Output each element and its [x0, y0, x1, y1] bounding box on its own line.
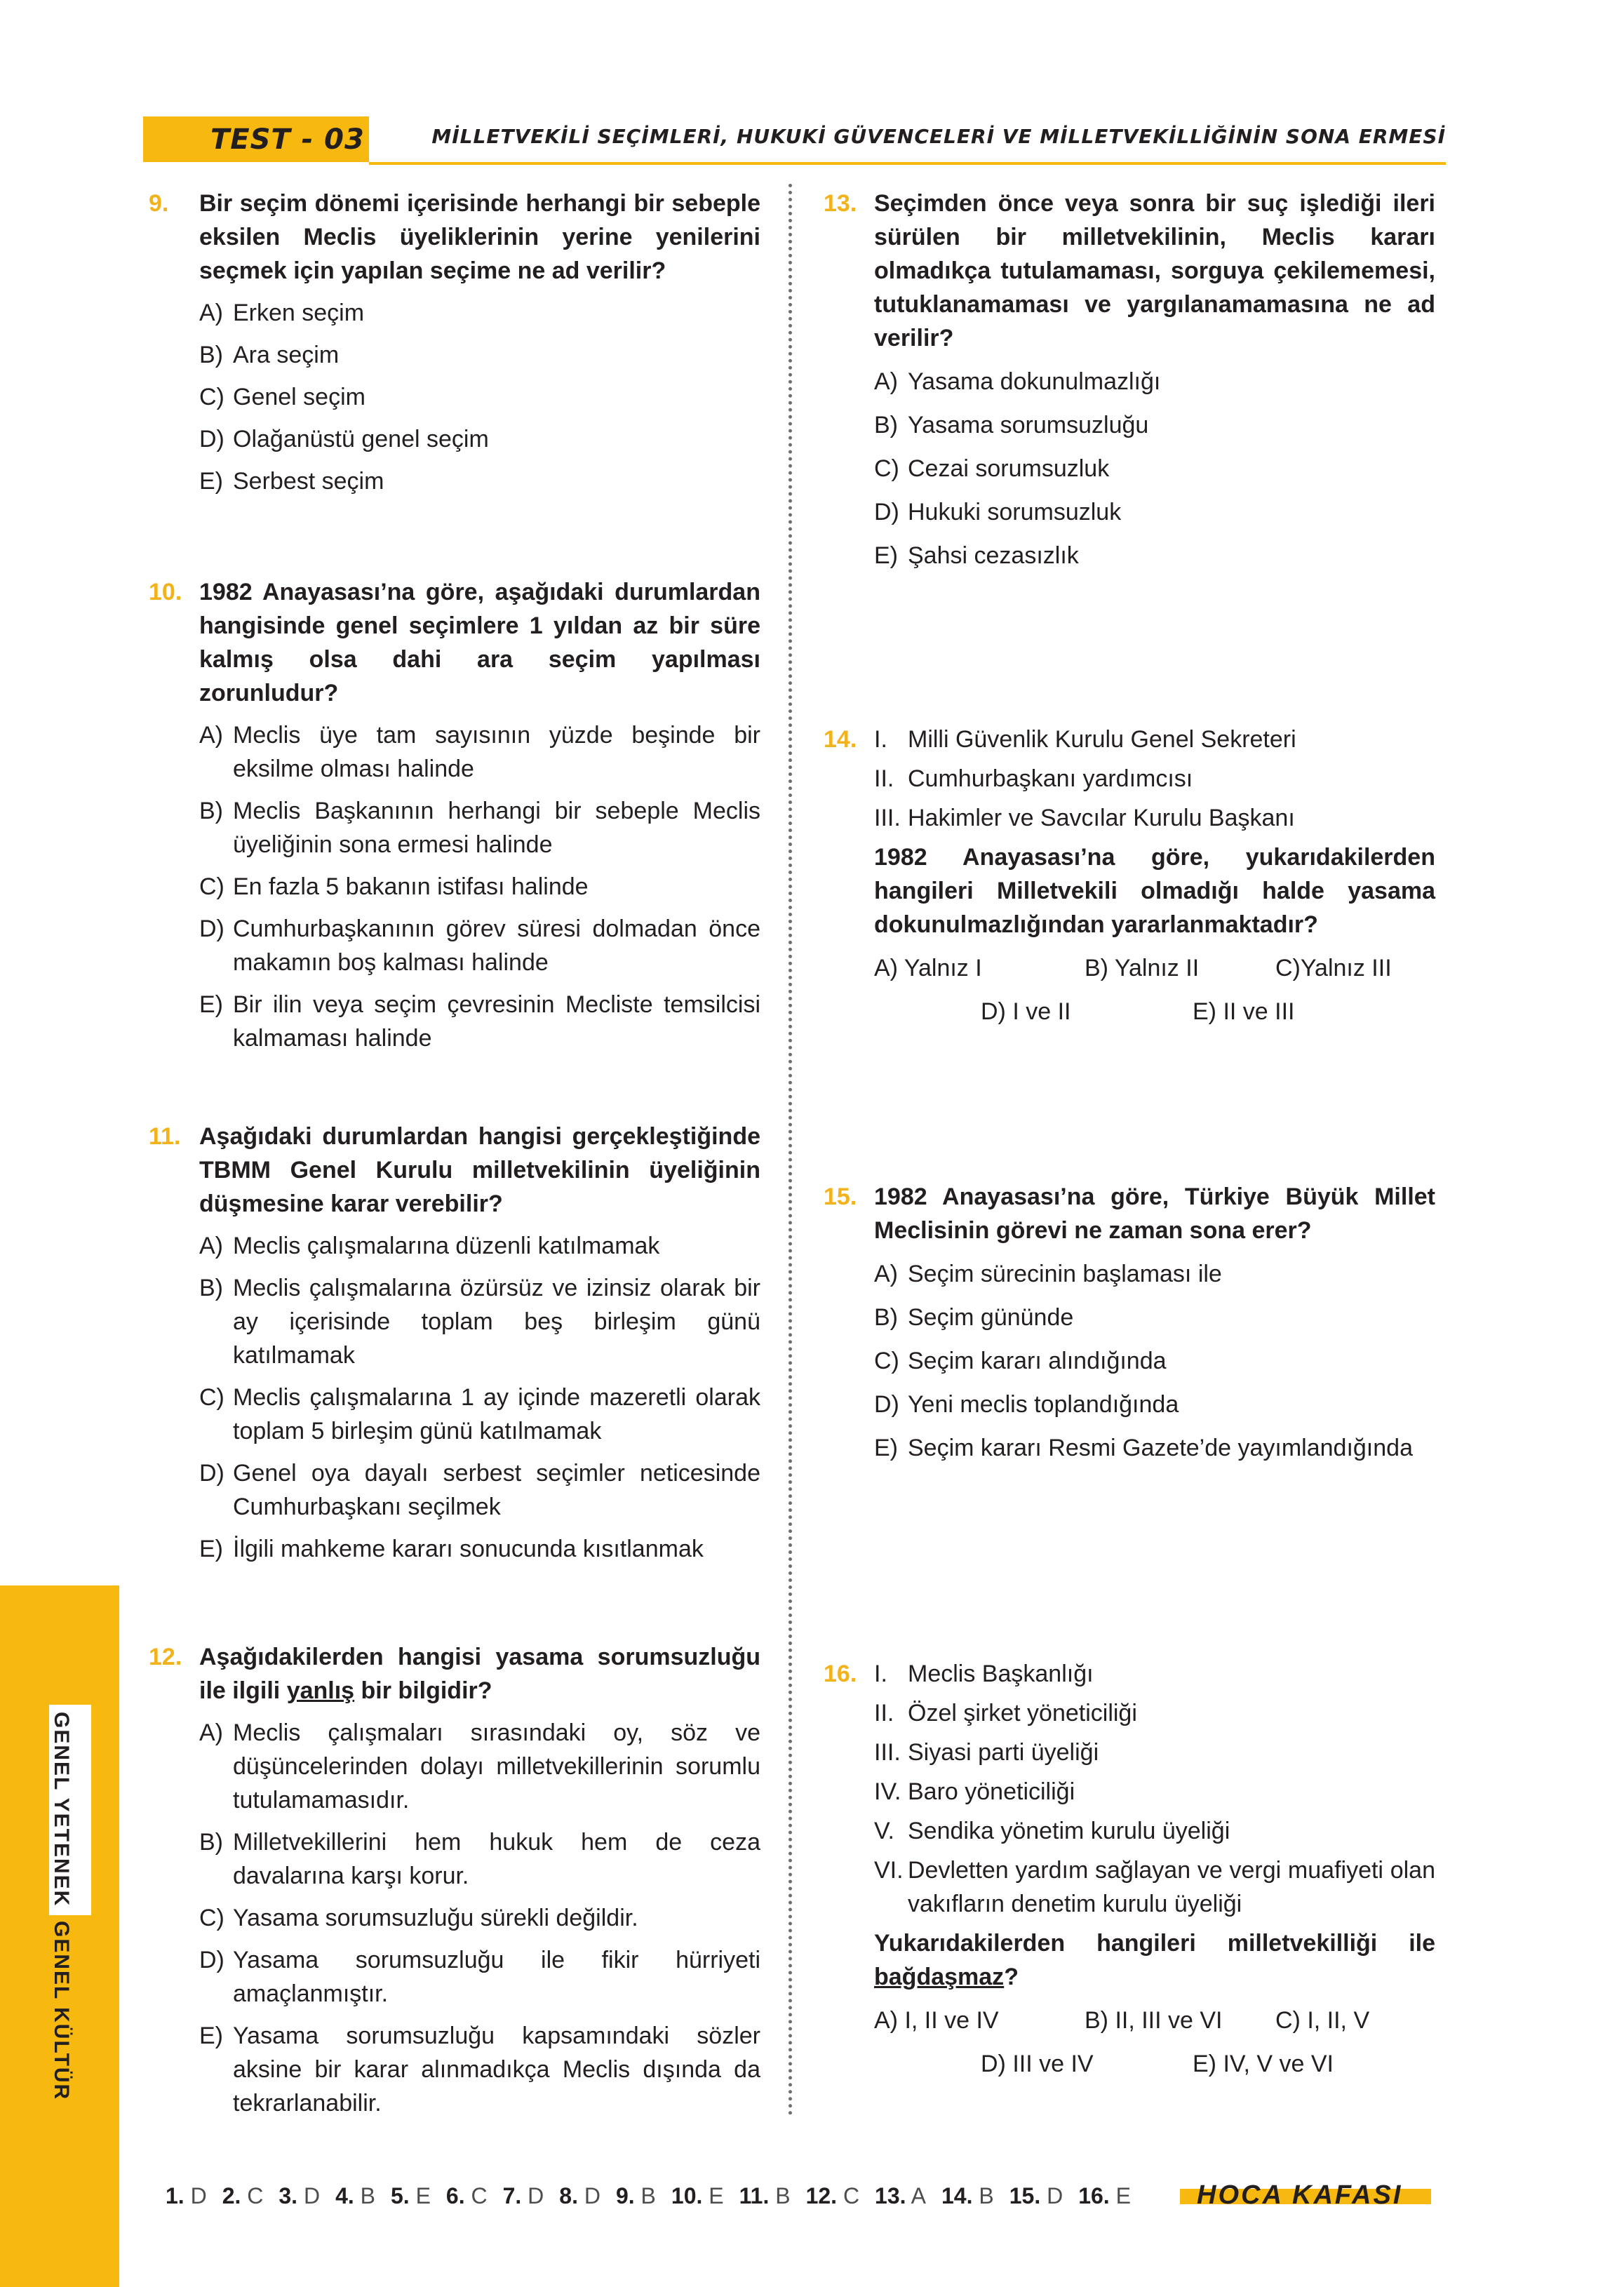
option-b[interactable]: B) Yasama sorumsuzluğu — [874, 412, 1149, 438]
roman-item: II. Özel şirket yöneticiliği — [874, 1700, 1137, 1726]
option-a[interactable]: A) Meclis çalışmalarına düzenli katılmamak — [199, 1233, 660, 1259]
question-14 — [824, 723, 1435, 1028]
roman-item: IV. Baro yöneticiliği — [874, 1778, 1075, 1805]
option-c[interactable]: C)Yalnız III — [1275, 955, 1392, 981]
option-a[interactable]: A) Seçim sürecinin başlaması ile — [874, 1261, 1222, 1287]
option-b[interactable]: B) Ara seçim — [199, 342, 340, 368]
question-stem: 1982 Anayasası’na göre, Türkiye Büyük Millet Meclisinin görevi ne zaman sona erer? — [874, 1183, 1435, 1244]
question-number: 16. — [824, 1661, 857, 1687]
question-number: 11. — [149, 1123, 181, 1150]
answer-key-letter: E — [709, 2183, 724, 2208]
option-e[interactable]: E) II ve III — [1193, 998, 1295, 1025]
answer-key-number: 6. — [445, 2183, 465, 2208]
answer-key-letter: B — [360, 2183, 375, 2208]
option-e[interactable]: E) Şahsi cezasızlık — [874, 542, 1079, 569]
emphasis-word: bağdaşmaz — [874, 1964, 1005, 1990]
answer-key-letter: D — [584, 2183, 600, 2208]
question-stem: Aşağıdaki durumlardan hangisi gerçekleştiğinde TBMM Genel Kurulu milletvekilinin üyeliğinin düşmesine karar verebilir? — [199, 1123, 760, 1217]
answer-key — [166, 2183, 1146, 2209]
answer-key-letter: C — [843, 2183, 860, 2208]
answer-key-number: 5. — [390, 2183, 410, 2208]
answer-key-letter: D — [528, 2183, 544, 2208]
options-list — [874, 365, 1435, 572]
question-10 — [149, 575, 760, 1055]
options-list — [199, 296, 760, 498]
question-12 — [149, 1640, 760, 2120]
option-c[interactable]: C) Cezai sorumsuzluk — [874, 455, 1110, 482]
answer-key-letter: E — [1115, 2183, 1131, 2208]
column-divider — [788, 184, 792, 2117]
page-title: MİLLETVEKİLİ SEÇİMLERİ, HUKUKİ GÜVENCELERİ VE MİLLETVEKİLLİĞİNİN SONA ERMESİ — [431, 125, 1446, 148]
option-b[interactable]: B) Meclis Başkanının herhangi bir sebeple Meclis üyeliğinin sona ermesi halinde — [199, 798, 760, 858]
options-row-2 — [874, 2047, 1435, 2081]
option-b[interactable]: B) II, III ve VI — [1085, 2007, 1223, 2034]
option-a[interactable]: A) Meclis üye tam sayısının yüzde beşinde bir eksilme olması halinde — [199, 722, 760, 782]
question-number: 10. — [149, 579, 182, 605]
answer-key-number: 14. — [941, 2183, 973, 2208]
answer-key-number: 1. — [166, 2183, 184, 2208]
option-d[interactable]: D) Olağanüstü genel seçim — [199, 426, 489, 452]
options-row-1 — [874, 2004, 1435, 2037]
emphasis-word: yanlış — [286, 1677, 355, 1704]
question-stem: Seçimden önce veya sonra bir suç işlediği ileri sürülen bir milletvekilinin, Meclis kararı olmadıkça tutulamaması, sorguya çekilememesi, tutuklanamaması ve yargılanamamasına ne ad verilir? — [874, 190, 1435, 351]
option-d[interactable]: D) I ve II — [981, 998, 1071, 1025]
options-list — [199, 1229, 760, 1566]
options-row-2 — [874, 995, 1435, 1028]
options-row-1 — [874, 951, 1435, 985]
test-label: TEST - 03 — [210, 123, 365, 156]
option-e[interactable]: E) IV, V ve VI — [1193, 2051, 1334, 2077]
side-label-genel-kultur: GENEL KÜLTÜR — [50, 1921, 73, 2101]
answer-key-letter: D — [1047, 2183, 1063, 2208]
option-b[interactable]: B) Meclis çalışmalarına özürsüz ve izinsiz olarak bir ay içerisinde toplam beş birleşim günü katılmamak — [199, 1275, 760, 1369]
option-e[interactable]: E) Serbest seçim — [199, 468, 384, 495]
question-15 — [824, 1180, 1435, 1465]
roman-item: I. Milli Güvenlik Kurulu Genel Sekreteri — [874, 726, 1296, 753]
options-list — [199, 1716, 760, 2120]
answer-key-letter: D — [190, 2183, 207, 2208]
answer-key-letter: C — [471, 2183, 488, 2208]
brand-name: HOCA KAFASI — [1197, 2180, 1403, 2210]
roman-item: III. Hakimler ve Savcılar Kurulu Başkanı — [874, 805, 1295, 831]
option-c[interactable]: C) I, II, V — [1275, 2007, 1370, 2034]
question-number: 9. — [149, 190, 169, 217]
roman-item: V. Sendika yönetim kurulu üyeliği — [874, 1818, 1230, 1844]
option-d[interactable]: D) III ve IV — [981, 2051, 1094, 2077]
answer-key-number: 12. — [805, 2183, 838, 2208]
brand-logo — [1180, 2180, 1431, 2210]
roman-item: III. Siyasi parti üyeliği — [874, 1739, 1099, 1766]
test-number-badge — [143, 116, 369, 162]
roman-item: I. Meclis Başkanlığı — [874, 1661, 1094, 1687]
answer-key-number: 10. — [671, 2183, 703, 2208]
option-a[interactable]: A) Yalnız I — [874, 955, 982, 981]
question-9 — [149, 187, 760, 498]
option-c[interactable]: C) Yasama sorumsuzluğu sürekli değildir. — [199, 1905, 638, 1931]
question-number: 12. — [149, 1644, 182, 1670]
question-stem: 1982 Anayasası’na göre, aşağıdaki durumlardan hangisinde genel seçimlere 1 yıldan az bir süre kalmış olsa dahi ara seçim yapılması zorunludur? — [199, 579, 760, 706]
option-a[interactable]: A) Meclis çalışmaları sırasındaki oy, söz ve düşüncelerinden dolayı milletvekillerinin sorumlu tutulamamasıdır. — [199, 1719, 760, 1813]
option-b[interactable]: B) Yalnız II — [1085, 955, 1200, 981]
option-c[interactable]: C) En fazla 5 bakanın istifası halinde — [199, 873, 589, 900]
question-11 — [149, 1120, 760, 1566]
option-d[interactable]: D) Hukuki sorumsuzluk — [874, 499, 1122, 525]
answer-key-number: 8. — [559, 2183, 578, 2208]
answer-key-number: 7. — [502, 2183, 522, 2208]
answer-key-letter: D — [303, 2183, 321, 2208]
option-d[interactable]: D) Yeni meclis toplandığında — [874, 1391, 1179, 1418]
option-b[interactable]: B) Seçim gününde — [874, 1304, 1074, 1331]
answer-key-number: 15. — [1009, 2183, 1041, 2208]
option-a[interactable]: A) I, II ve IV — [874, 2007, 999, 2034]
answer-key-number: 16. — [1078, 2183, 1110, 2208]
answer-key-number: 11. — [739, 2183, 770, 2208]
answer-key-number: 4. — [335, 2183, 354, 2208]
question-stem: Bir seçim dönemi içerisinde herhangi bir sebeple eksilen Meclis üyeliklerinin yerine yenilerini seçmek için yapılan seçime ne ad verilir? — [199, 190, 760, 284]
option-c[interactable]: C) Meclis çalışmalarına 1 ay içinde mazeretli olarak toplam 5 birleşim günü katılmamak — [199, 1384, 760, 1444]
option-d[interactable]: D) Yasama sorumsuzluğu ile fikir hürriyeti amaçlanmıştır. — [199, 1947, 760, 2007]
question-13 — [824, 187, 1435, 572]
answer-key-number: 3. — [279, 2183, 298, 2208]
roman-list — [874, 1657, 1435, 1921]
roman-item: VI. Devletten yardım sağlayan ve vergi muafiyeti olan vakıfların denetim kurulu üyeliği — [874, 1857, 1435, 1917]
question-number: 14. — [824, 726, 857, 753]
option-a[interactable]: A) Yasama dokunulmazlığı — [874, 368, 1161, 395]
question-number: 15. — [824, 1183, 857, 1210]
option-c[interactable]: C) Genel seçim — [199, 384, 365, 410]
answer-key-number: 2. — [222, 2183, 241, 2208]
option-e[interactable]: E) Bir ilin veya seçim çevresinin Mecliste temsilcisi kalmaması halinde — [199, 991, 760, 1052]
options-list — [199, 718, 760, 1055]
roman-list — [874, 723, 1435, 835]
side-label-genel-yetenek: GENEL YETENEK — [50, 1712, 73, 1907]
option-e[interactable]: E) Yasama sorumsuzluğu kapsamındaki sözler aksine bir karar alınmadıkça Meclis dışında da tekrarlanabilir. — [199, 2023, 760, 2117]
option-d[interactable]: D) Cumhurbaşkanının görev süresi dolmadan önce makamın boş kalması halinde — [199, 916, 760, 976]
options-list — [874, 1257, 1435, 1465]
option-c[interactable]: C) Seçim kararı alındığında — [874, 1348, 1167, 1374]
option-e[interactable]: E) İlgili mahkeme kararı sonucunda kısıtlanmak — [199, 1536, 704, 1562]
answer-key-number: 13. — [875, 2183, 906, 2208]
option-b[interactable]: B) Milletvekillerini hem hukuk hem de ceza davalarına karşı korur. — [199, 1829, 760, 1889]
answer-key-letter: E — [415, 2183, 431, 2208]
answer-key-letter: C — [247, 2183, 264, 2208]
answer-key-letter: B — [775, 2183, 791, 2208]
answer-key-letter: B — [640, 2183, 656, 2208]
option-e[interactable]: E) Seçim kararı Resmi Gazete’de yayımlandığında — [874, 1435, 1413, 1461]
question-stem: Yukarıdakilerden hangileri milletvekilliği ile bağdaşmaz? — [874, 1930, 1435, 1990]
answer-key-number: 9. — [615, 2183, 635, 2208]
question-16 — [824, 1657, 1435, 2081]
option-a[interactable]: A) Erken seçim — [199, 300, 365, 326]
question-stem: Aşağıdakilerden hangisi yasama sorumsuzluğu ile ilgili yanlış bir bilgidir? — [199, 1644, 760, 1704]
answer-key-letter: B — [979, 2183, 994, 2208]
question-number: 13. — [824, 190, 857, 217]
answer-key-letter: A — [911, 2183, 926, 2208]
header-rule — [369, 162, 1446, 165]
option-d[interactable]: D) Genel oya dayalı serbest seçimler neticesinde Cumhurbaşkanı seçilmek — [199, 1460, 760, 1520]
question-stem: 1982 Anayasası’na göre, yukarıdakilerden hangileri Milletvekili olmadığı halde yasama dokunulmazlığından yararlanmaktadır? — [874, 844, 1435, 938]
roman-item: II. Cumhurbaşkanı yardımcısı — [874, 765, 1193, 792]
